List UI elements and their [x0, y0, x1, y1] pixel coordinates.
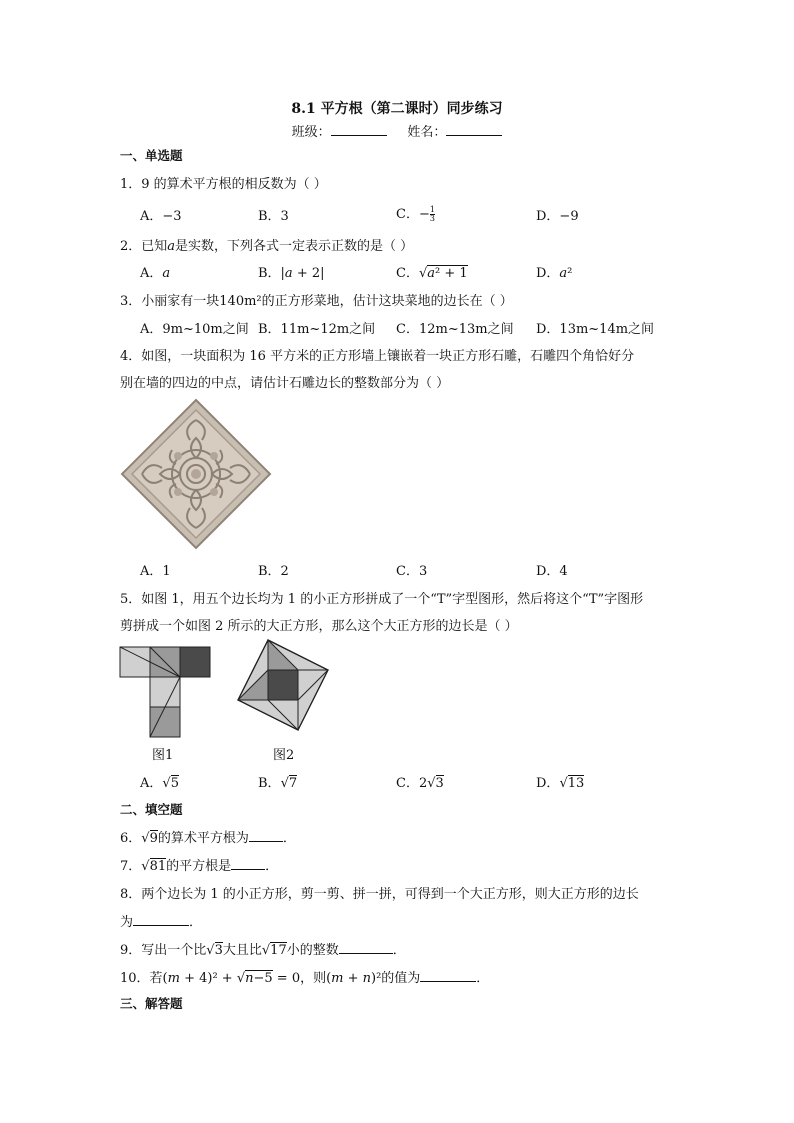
q7-end: ． [265, 859, 279, 874]
q5-d-radicand: 13 [567, 776, 585, 791]
sqrt-symbol: √ [280, 776, 289, 791]
q3-option-d: D．13m~14m之间 [536, 322, 655, 337]
q10-end: ． [476, 971, 490, 986]
q2-radicand: 𝑎² + 1 [427, 266, 468, 281]
q4-option-b: B．2 [258, 564, 289, 579]
name-blank [446, 123, 502, 136]
q1-option-c [396, 203, 435, 223]
name-label: 姓名： [407, 125, 447, 140]
q10-text-1: 10．若(𝑚 + 4)² + [120, 971, 237, 986]
question-4-line1: 4．如图，一块面积为 16 平方米的正方形墙上镶嵌着一块正方形石雕，石雕四个角恰好分 [120, 349, 635, 364]
q6-number: 6． [120, 831, 142, 846]
q5-option-a [140, 772, 179, 791]
q5-a-radicand: 5 [170, 776, 179, 791]
q6-end: ． [282, 831, 296, 846]
question-3: 3．小丽家有一块140m²的正方形菜地，估计这块菜地的边长在（ ） [120, 294, 513, 309]
question-7 [120, 855, 278, 874]
q5-option-d-label: D． [536, 776, 560, 791]
q10-radicand: 𝑛−5 [245, 971, 273, 986]
q9-answer-blank[interactable] [339, 941, 393, 954]
q5-option-b-label: B． [258, 776, 281, 791]
q1-frac-den: 3 [429, 214, 435, 223]
q2-option-a: A．𝑎 [140, 266, 171, 281]
q7-number: 7． [120, 859, 142, 874]
q6-radicand: 9 [149, 831, 158, 846]
sqrt-symbol: √ [427, 776, 436, 791]
section-fill-in: 二、填空题 [120, 802, 183, 817]
q4-option-d: D．4 [536, 564, 568, 579]
question-4-line2: 别在墙的四边的中点，请估计石雕边长的整数部分为（ ） [120, 376, 450, 391]
question-8-line2 [120, 911, 202, 930]
q1-frac-num: 1 [429, 205, 435, 214]
q8-answer-blank[interactable] [133, 913, 189, 926]
q5-option-b [258, 772, 297, 791]
q1-option-d: D．−9 [536, 209, 579, 224]
q2-option-b: B．|𝑎 + 2| [258, 266, 325, 281]
q7-text: 的平方根是 [166, 859, 232, 874]
q9-radicand-1: 3 [214, 943, 223, 958]
q5-option-d [536, 772, 584, 791]
q9-text-2: 大且比 [222, 943, 262, 958]
q3-option-c: C．12m~13m之间 [396, 322, 514, 337]
stone-carving-image [120, 398, 272, 550]
q8-end: ． [189, 915, 203, 930]
class-blank [331, 123, 387, 136]
sqrt-symbol: √ [141, 831, 150, 846]
sqrt-symbol: √ [261, 943, 271, 958]
class-label: 班级： [291, 125, 331, 140]
q8-text: 为 [120, 915, 134, 930]
question-2: 2．已知𝑎是实数，下列各式一定表示正数的是（ ） [120, 239, 414, 254]
q5-option-c-label: C．2 [396, 776, 428, 791]
q5-c-radicand: 3 [435, 776, 444, 791]
sqrt-symbol: √ [141, 859, 150, 874]
q9-text-3: 小的整数 [286, 943, 339, 958]
page-title: 8.1 平方根（第二课时）同步练习 [291, 101, 503, 117]
q1-option-c-label: C．− [396, 207, 430, 222]
q4-option-c: C．3 [396, 564, 428, 579]
q10-text-2: = 0，则(𝑚 + 𝑛)²的值为 [272, 971, 421, 986]
section-problems: 三、解答题 [120, 996, 183, 1011]
figure-2-caption: 图2 [273, 748, 295, 763]
q5-option-a-label: A． [140, 776, 163, 791]
q7-answer-blank[interactable] [231, 857, 265, 870]
sqrt-symbol: √ [206, 943, 215, 958]
sqrt-symbol: √ [236, 971, 246, 986]
q10-answer-blank[interactable] [420, 969, 476, 982]
question-1: 1．9 的算术平方根的相反数为（ ） [120, 177, 327, 192]
figure-2-large-square [236, 638, 330, 732]
question-5-line1: 5．如图 1，用五个边长均为 1 的小正方形拼成了一个“T”字型图形，然后将这个“T”字图形 [120, 592, 644, 607]
q3-option-b: B．11m~12m之间 [258, 322, 376, 337]
q4-option-a: A．1 [140, 564, 171, 579]
q6-text: 的算术平方根为 [157, 831, 249, 846]
q9-end: ． [392, 943, 406, 958]
sqrt-symbol: √ [162, 776, 171, 791]
question-9 [120, 939, 406, 958]
question-8-line1: 8．两个边长为 1 的小正方形，剪一剪、拼一拼，可得到一个大正方形，则大正方形的边长 [120, 887, 639, 902]
section-single-choice: 一、单选题 [120, 148, 183, 163]
q9-radicand-2: 17 [270, 943, 287, 958]
q1-option-a: A．−3 [140, 209, 182, 224]
q9-text-1: 9．写出一个比 [120, 943, 207, 958]
student-info [0, 121, 794, 140]
q2-option-c-label: C． [396, 266, 419, 281]
question-10 [120, 967, 489, 986]
sqrt-symbol: √ [418, 266, 428, 281]
q2-option-c [396, 262, 468, 281]
q1-option-b: B．3 [258, 209, 289, 224]
question-5-line2: 剪拼成一个如图 2 所示的大正方形，那么这个大正方形的边长是（ ） [120, 619, 518, 634]
q5-option-c [396, 772, 444, 791]
q6-answer-blank[interactable] [249, 829, 283, 842]
question-6 [120, 827, 296, 846]
q2-option-d: D．𝑎² [536, 266, 573, 281]
sqrt-symbol: √ [559, 776, 568, 791]
q5-b-radicand: 7 [288, 776, 298, 791]
q7-radicand: 81 [149, 859, 167, 874]
q3-option-a: A．9m~10m之间 [140, 322, 249, 337]
q1-fraction [430, 206, 435, 223]
figure-1-t-shape [119, 646, 211, 738]
figure-1-caption: 图1 [152, 748, 174, 763]
